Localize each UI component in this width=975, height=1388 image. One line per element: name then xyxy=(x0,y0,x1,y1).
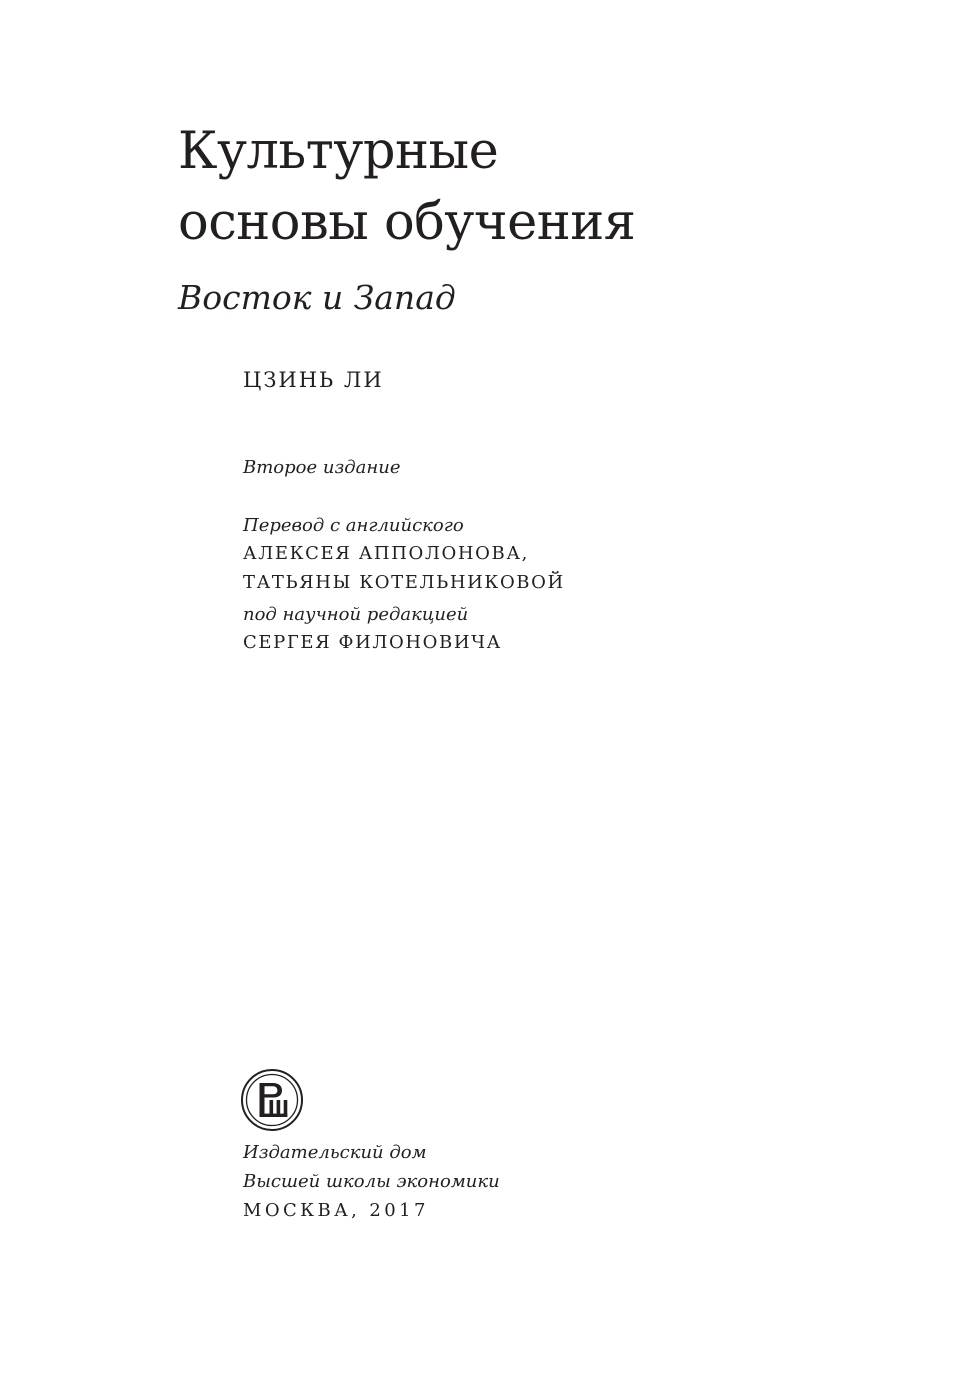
translator-2: ТАТЬЯНЫ КОТЕЛЬНИКОВОЙ xyxy=(243,572,565,593)
edition-label: Второе издание xyxy=(243,457,401,478)
city-year: МОСКВА, 2017 xyxy=(243,1200,429,1221)
book-subtitle: Восток и Запад xyxy=(178,278,456,317)
editor-name: СЕРГЕЯ ФИЛОНОВИЧА xyxy=(243,632,502,653)
book-title-line-2: основы обучения xyxy=(178,193,636,252)
book-title xyxy=(178,116,635,258)
publisher-block xyxy=(243,1138,500,1226)
translation-label: Перевод с английского xyxy=(243,515,464,536)
author-name: ЦЗИНЬ ЛИ xyxy=(243,368,384,392)
translator-1: АЛЕКСЕЯ АППОЛОНОВА, xyxy=(243,543,529,564)
editor-label: под научной редакцией xyxy=(243,604,469,625)
book-title-line-1: Культурные xyxy=(178,122,499,181)
credits-block xyxy=(243,513,565,657)
publisher-line-1: Издательский дом xyxy=(243,1142,427,1163)
hse-publisher-logo-icon xyxy=(240,1068,304,1132)
publisher-line-2: Высшей школы экономики xyxy=(243,1171,500,1192)
